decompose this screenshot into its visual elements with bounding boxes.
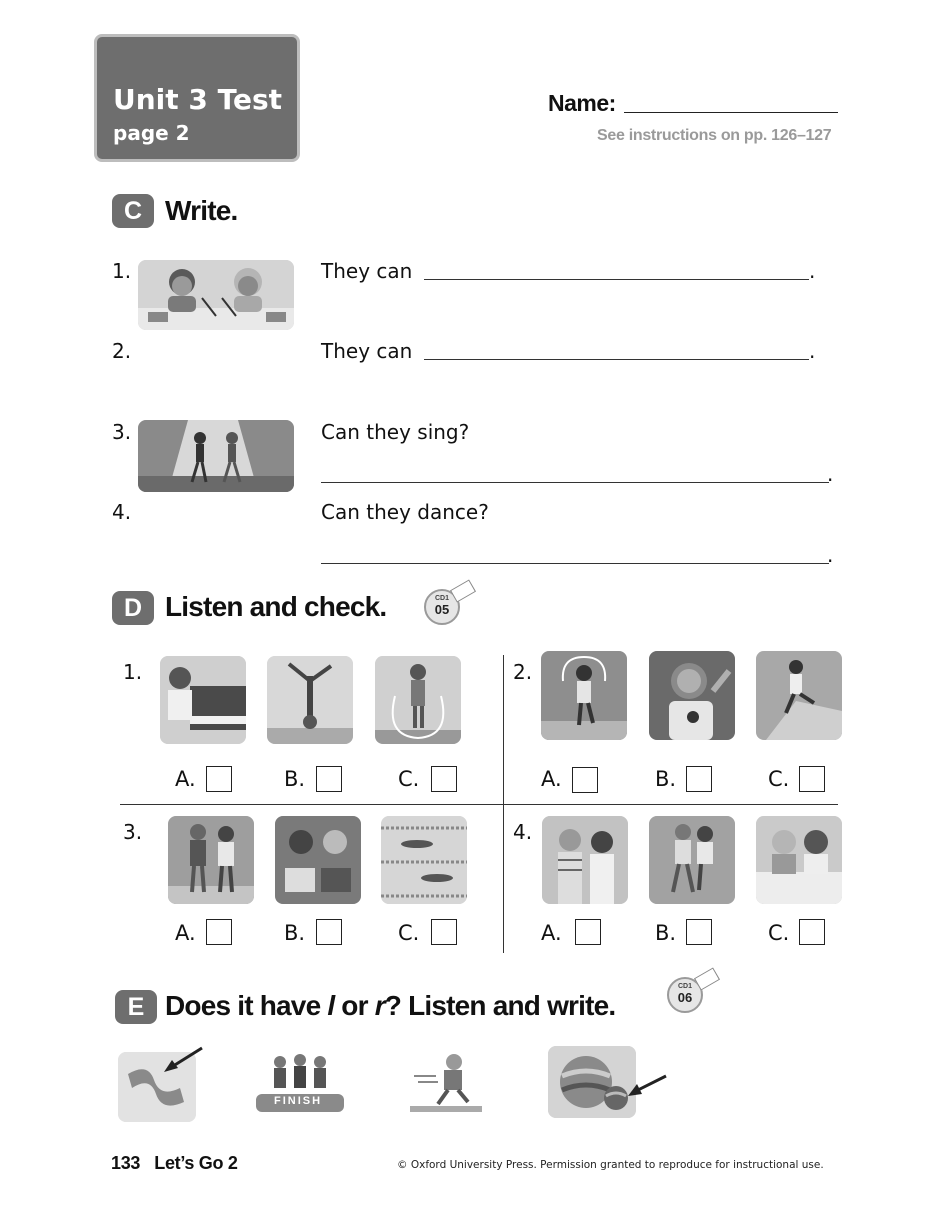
girl-running-picture xyxy=(408,1050,484,1112)
unit-badge xyxy=(94,34,300,162)
d-group-3-option-a-label: A. xyxy=(175,921,196,945)
instructions-note: See instructions on pp. 126–127 xyxy=(597,127,832,144)
section-e-title-l: l xyxy=(327,990,335,1021)
c-item-4-prompt: Can they dance? xyxy=(321,500,489,524)
girl-waving-picture xyxy=(649,651,735,740)
cd-track: 05 xyxy=(434,602,450,617)
section-d-title: Listen and check. xyxy=(165,591,387,622)
c-item-3-prompt: Can they sing? xyxy=(321,420,470,444)
badge-title: Unit 3 Test xyxy=(113,83,283,116)
c-item-2-answer-line[interactable] xyxy=(424,359,809,360)
name-field[interactable] xyxy=(624,112,838,113)
copyright-notice: © Oxford University Press. Permission granted to reproduce for instructional use. xyxy=(397,1159,824,1171)
d-group-1-option-b-checkbox[interactable] xyxy=(316,766,342,792)
c-item-3-period: . xyxy=(827,462,834,486)
grid-horizontal-divider xyxy=(120,804,838,805)
balls-picture xyxy=(548,1046,636,1118)
section-e-title-r: r xyxy=(374,990,385,1021)
c-item-4-period: . xyxy=(827,543,834,567)
d-group-3-option-c-label: C. xyxy=(398,921,420,945)
section-c-title: Write. xyxy=(165,195,238,226)
badge-subtitle: page 2 xyxy=(113,121,190,145)
arrow-icon xyxy=(624,1070,670,1100)
section-e-title-part2: or xyxy=(334,990,375,1021)
cd-track: 06 xyxy=(677,990,693,1005)
d-group-3-number: 3. xyxy=(123,820,143,844)
section-e-letter: E xyxy=(115,990,157,1024)
book-title: Let’s Go 2 xyxy=(154,1153,238,1173)
c-item-3-answer-line[interactable] xyxy=(321,482,829,483)
d-group-2-option-b-checkbox[interactable] xyxy=(686,766,712,792)
d-group-3-option-c-checkbox[interactable] xyxy=(431,919,457,945)
c-item-1-period: . xyxy=(809,259,816,283)
d-group-1-option-c-checkbox[interactable] xyxy=(431,766,457,792)
boy-playing-piano-picture xyxy=(160,656,246,744)
d-group-3-option-a-checkbox[interactable] xyxy=(206,919,232,945)
d-group-4-number: 4. xyxy=(513,820,533,844)
girl-cartwheel-picture xyxy=(267,656,353,744)
c-item-2-number: 2. xyxy=(112,339,132,363)
page-number: 133 xyxy=(111,1153,141,1173)
boy-jumping-rope-picture xyxy=(375,656,461,744)
d-group-1-option-b-label: B. xyxy=(284,767,306,791)
footer-page-info xyxy=(111,1153,238,1174)
girl-hopscotch-picture xyxy=(756,651,842,740)
name-label: Name: xyxy=(548,90,616,116)
d-group-4-option-c-checkbox[interactable] xyxy=(799,919,825,945)
kids-walking-picture xyxy=(168,816,254,904)
d-group-1-number: 1. xyxy=(123,660,143,684)
d-group-3-option-b-label: B. xyxy=(284,921,306,945)
section-d-letter: D xyxy=(112,591,154,625)
kids-swimming-picture xyxy=(381,816,467,904)
section-e-title-part3: ? Listen and write. xyxy=(384,990,616,1021)
c-item-1-prompt: They can xyxy=(321,259,413,283)
d-group-2-option-a-label: A. xyxy=(541,767,562,791)
d-group-4-option-a-label: A. xyxy=(541,921,562,945)
cd-label: CD1 xyxy=(434,595,449,602)
d-group-4-option-a-checkbox[interactable] xyxy=(575,919,601,945)
d-group-4-option-b-checkbox[interactable] xyxy=(686,919,712,945)
finish-banner-text: FINISH xyxy=(274,1095,323,1107)
d-group-1-option-a-checkbox[interactable] xyxy=(206,766,232,792)
d-group-2-option-a-checkbox[interactable] xyxy=(572,767,598,793)
girls-singing-picture xyxy=(542,816,628,904)
kids-reading-picture xyxy=(275,816,361,904)
c-item-2-period: . xyxy=(809,339,816,363)
d-group-2-option-b-label: B. xyxy=(655,767,677,791)
d-group-2-option-c-checkbox[interactable] xyxy=(799,766,825,792)
section-e-title xyxy=(165,990,615,1022)
c-item-4-answer-line[interactable] xyxy=(321,563,829,564)
girls-painting-picture xyxy=(756,816,842,904)
kids-dancing-stage-picture xyxy=(138,420,294,492)
d-group-2-option-c-label: C. xyxy=(768,767,790,791)
girl-jumping-rope-picture xyxy=(541,651,627,740)
c-item-1-number: 1. xyxy=(112,259,132,283)
d-group-4-option-b-label: B. xyxy=(655,921,677,945)
d-group-3-option-b-checkbox[interactable] xyxy=(316,919,342,945)
c-item-4-number: 4. xyxy=(112,500,132,524)
d-group-1-option-a-label: A. xyxy=(175,767,196,791)
d-group-4-option-c-label: C. xyxy=(768,921,790,945)
c-item-3-number: 3. xyxy=(112,420,132,444)
section-c-letter: C xyxy=(112,194,154,228)
c-item-1-answer-line[interactable] xyxy=(424,279,809,280)
kids-dancing-picture xyxy=(649,816,735,904)
section-e-title-part1: Does it have xyxy=(165,990,328,1021)
arrow-icon xyxy=(160,1044,206,1074)
kids-painting-picture xyxy=(138,260,294,330)
d-group-1-option-c-label: C. xyxy=(398,767,420,791)
cd-label: CD1 xyxy=(677,983,692,990)
c-item-2-prompt: They can xyxy=(321,339,413,363)
d-group-2-number: 2. xyxy=(513,660,533,684)
race-finish-picture xyxy=(254,1050,346,1116)
